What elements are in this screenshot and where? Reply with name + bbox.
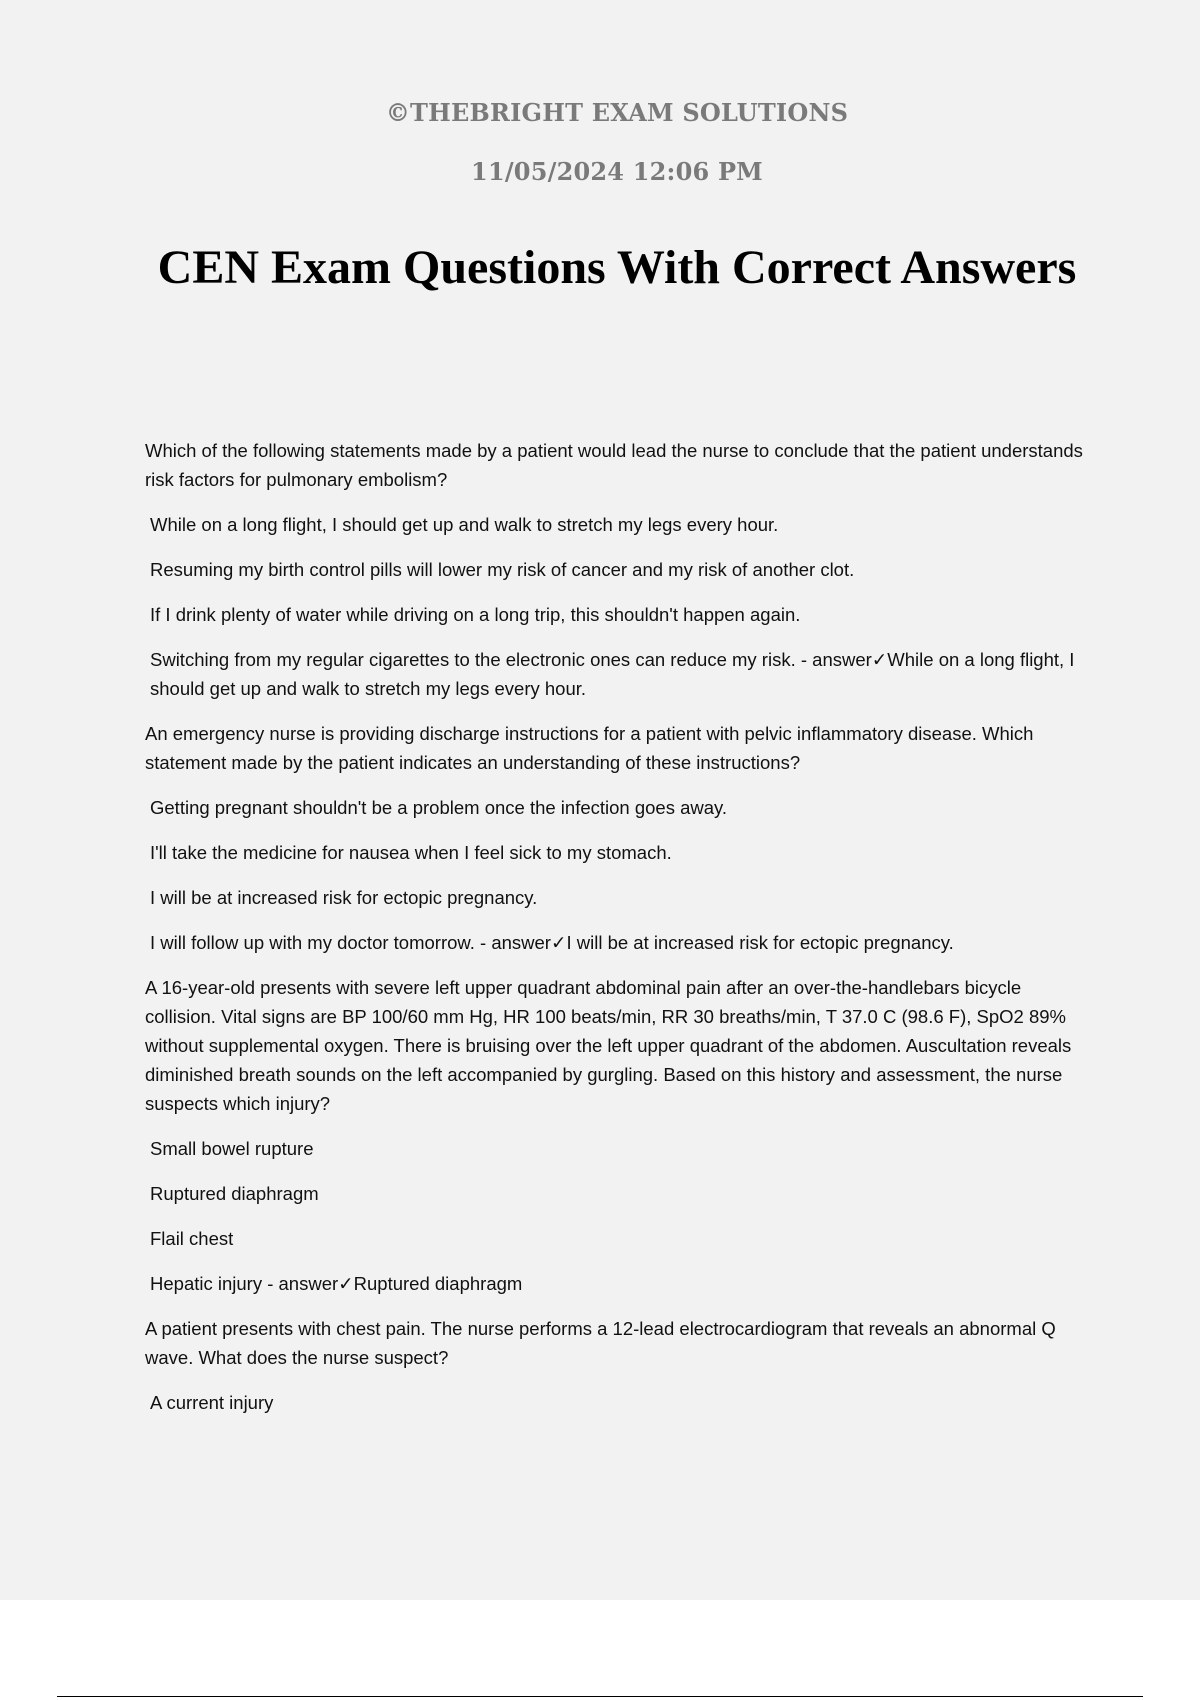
answer-option: Ruptured diaphragm — [150, 1183, 319, 1204]
answer-option: A current injury — [150, 1392, 274, 1413]
answer-option-with-key: Hepatic injury - answer✓Ruptured diaphragm — [150, 1273, 523, 1294]
answer-option: If I drink plenty of water while driving on a long trip, this shouldn't happen again. — [150, 604, 801, 625]
question-text: An emergency nurse is providing discharge instructions for a patient with pelvic inflammatory disease. Which statement made by the patient indicates an understanding of these instructions? — [145, 723, 1034, 773]
question-text: A 16-year-old presents with severe left upper quadrant abdominal pain after an over-the-handlebars bicycle collision. Vital signs are BP 100/60 mm Hg, HR 100 beats/min, RR 30 breaths/min, T 37.0 C (98.6 F), SpO2 89% without supplemental oxygen. There is bruising over the left upper quadrant of the abdomen. Auscultation reveals diminished breath sounds on the left accompanied by gurgling. Based on this history and assessment, the nurse suspects which injury? — [145, 977, 1072, 1114]
answer-option: I'll take the medicine for nausea when I feel sick to my stomach. — [150, 842, 672, 863]
answer-option: I will be at increased risk for ectopic pregnancy. — [150, 887, 538, 908]
watermark-brand: ©THEBRIGHT EXAM SOLUTIONS — [385, 98, 849, 127]
answer-option: Resuming my birth control pills will lower my risk of cancer and my risk of another clot. — [150, 559, 855, 580]
answer-option: While on a long flight, I should get up and walk to stretch my legs every hour. — [150, 514, 779, 535]
question-text: Which of the following statements made by a patient would lead the nurse to conclude that the patient understands risk factors for pulmonary embolism? — [145, 440, 1083, 490]
question-list — [145, 436, 1085, 1433]
answer-option: Getting pregnant shouldn't be a problem once the infection goes away. — [150, 797, 728, 818]
question-text: A patient presents with chest pain. The nurse performs a 12-lead electrocardiogram that reveals an abnormal Q wave. What does the nurse suspect? — [145, 1318, 1056, 1368]
footer-rule — [57, 1696, 1143, 1697]
watermark-datetime: 11/05/2024 12:06 PM — [471, 157, 763, 186]
document-title: CEN Exam Questions With Correct Answers — [157, 241, 1077, 294]
answer-option-with-key: I will follow up with my doctor tomorrow. - answer✓I will be at increased risk for ectopic pregnancy. — [150, 932, 954, 953]
answer-option-with-key: Switching from my regular cigarettes to the electronic ones can reduce my risk. - answer✓While on a long flight, I should get up and walk to stretch my legs every hour. — [150, 649, 1075, 699]
answer-option: Flail chest — [150, 1228, 234, 1249]
answer-option: Small bowel rupture — [150, 1138, 314, 1159]
